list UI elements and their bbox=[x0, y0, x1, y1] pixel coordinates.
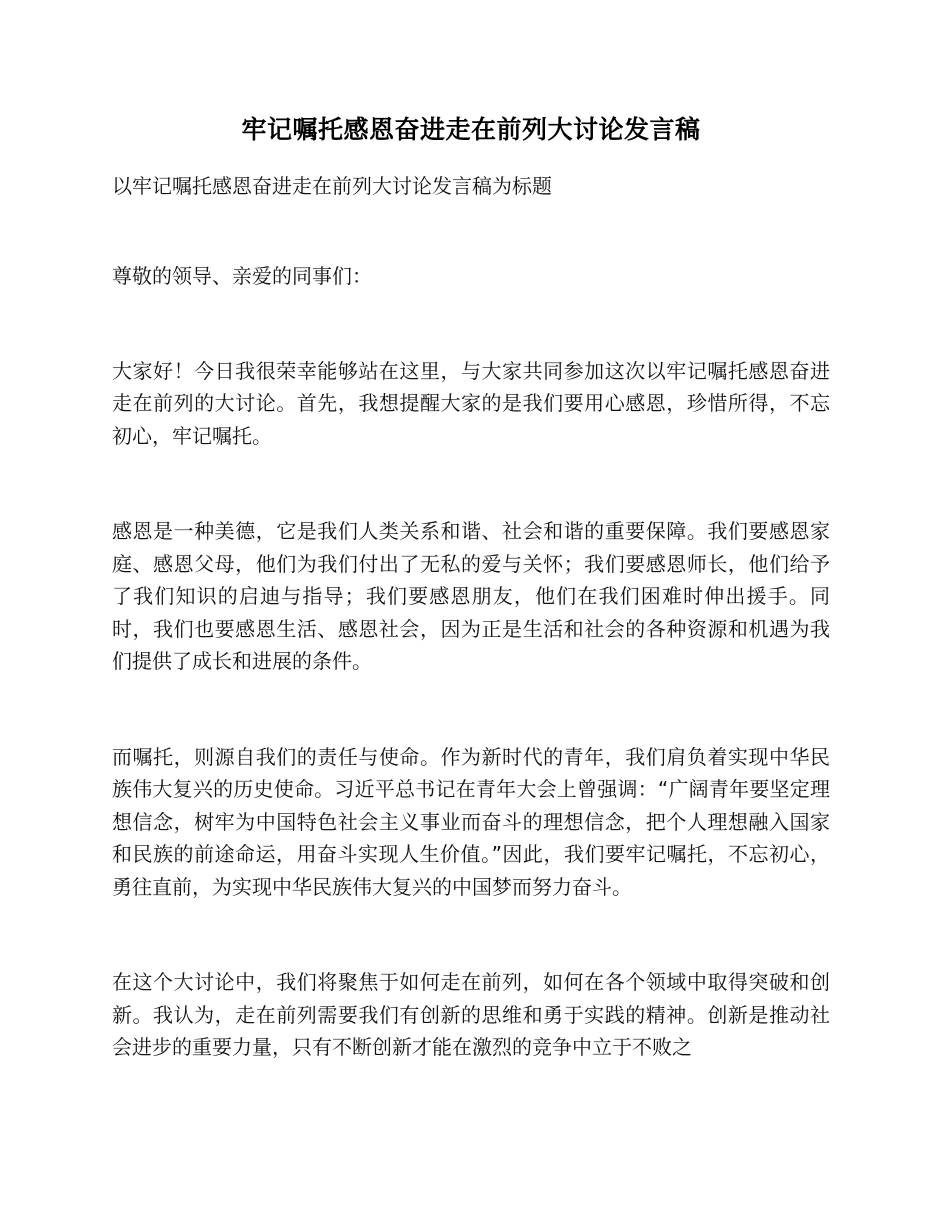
document-title: 牢记嘱托感恩奋进走在前列大讨论发言稿 bbox=[241, 115, 701, 144]
paragraph-opening: 大家好！今日我很荣幸能够站在这里，与大家共同参加这次以牢记嘱托感恩奋进走在前列的大讨论。首先，我想提醒大家的是我们要用心感恩，珍惜所得，不忘初心，牢记嘱托。 bbox=[112, 358, 830, 448]
paragraph-innovation: 在这个大讨论中，我们将聚焦于如何走在前列，如何在各个领域中取得突破和创新。我认为，走在前列需要我们有创新的思维和勇于实践的精神。创新是推动社会进步的重要力量，只有不断创新才能在激烈的竞争中立于不败之 bbox=[112, 970, 830, 1059]
paragraph-mission: 而嘱托，则源自我们的责任与使命。作为新时代的青年，我们肩负着实现中华民族伟大复兴的历史使命。习近平总书记在青年大会上曾强调：“广阔青年要坚定理想信念，树牢为中国特色社会主义事业而奋斗的理想信念，把个人理想融入国家和民族的前途命运，用奋斗实现人生价值。”因此，我们要牢记嘱托，不忘初心，勇往直前，为实现中华民族伟大复兴的中国梦而努力奋斗。 bbox=[112, 744, 830, 899]
greeting: 尊敬的领导、亲爱的同事们： bbox=[112, 264, 372, 288]
document-page bbox=[112, 110, 830, 1064]
paragraph-gratitude: 感恩是一种美德，它是我们人类关系和谐、社会和谐的重要保障。我们要感恩家庭、感恩父母，他们为我们付出了无私的爱与关怀；我们要感恩师长，他们给予了我们知识的启迪与指导；我们要感恩朋友，他们在我们困难时伸出援手。同时，我们也要感恩生活、感恩社会，因为正是生活和社会的各种资源和机遇为我们提供了成长和进展的条件。 bbox=[112, 519, 830, 673]
document-subtitle: 以牢记嘱托感恩奋进走在前列大讨论发言稿为标题 bbox=[112, 174, 552, 198]
